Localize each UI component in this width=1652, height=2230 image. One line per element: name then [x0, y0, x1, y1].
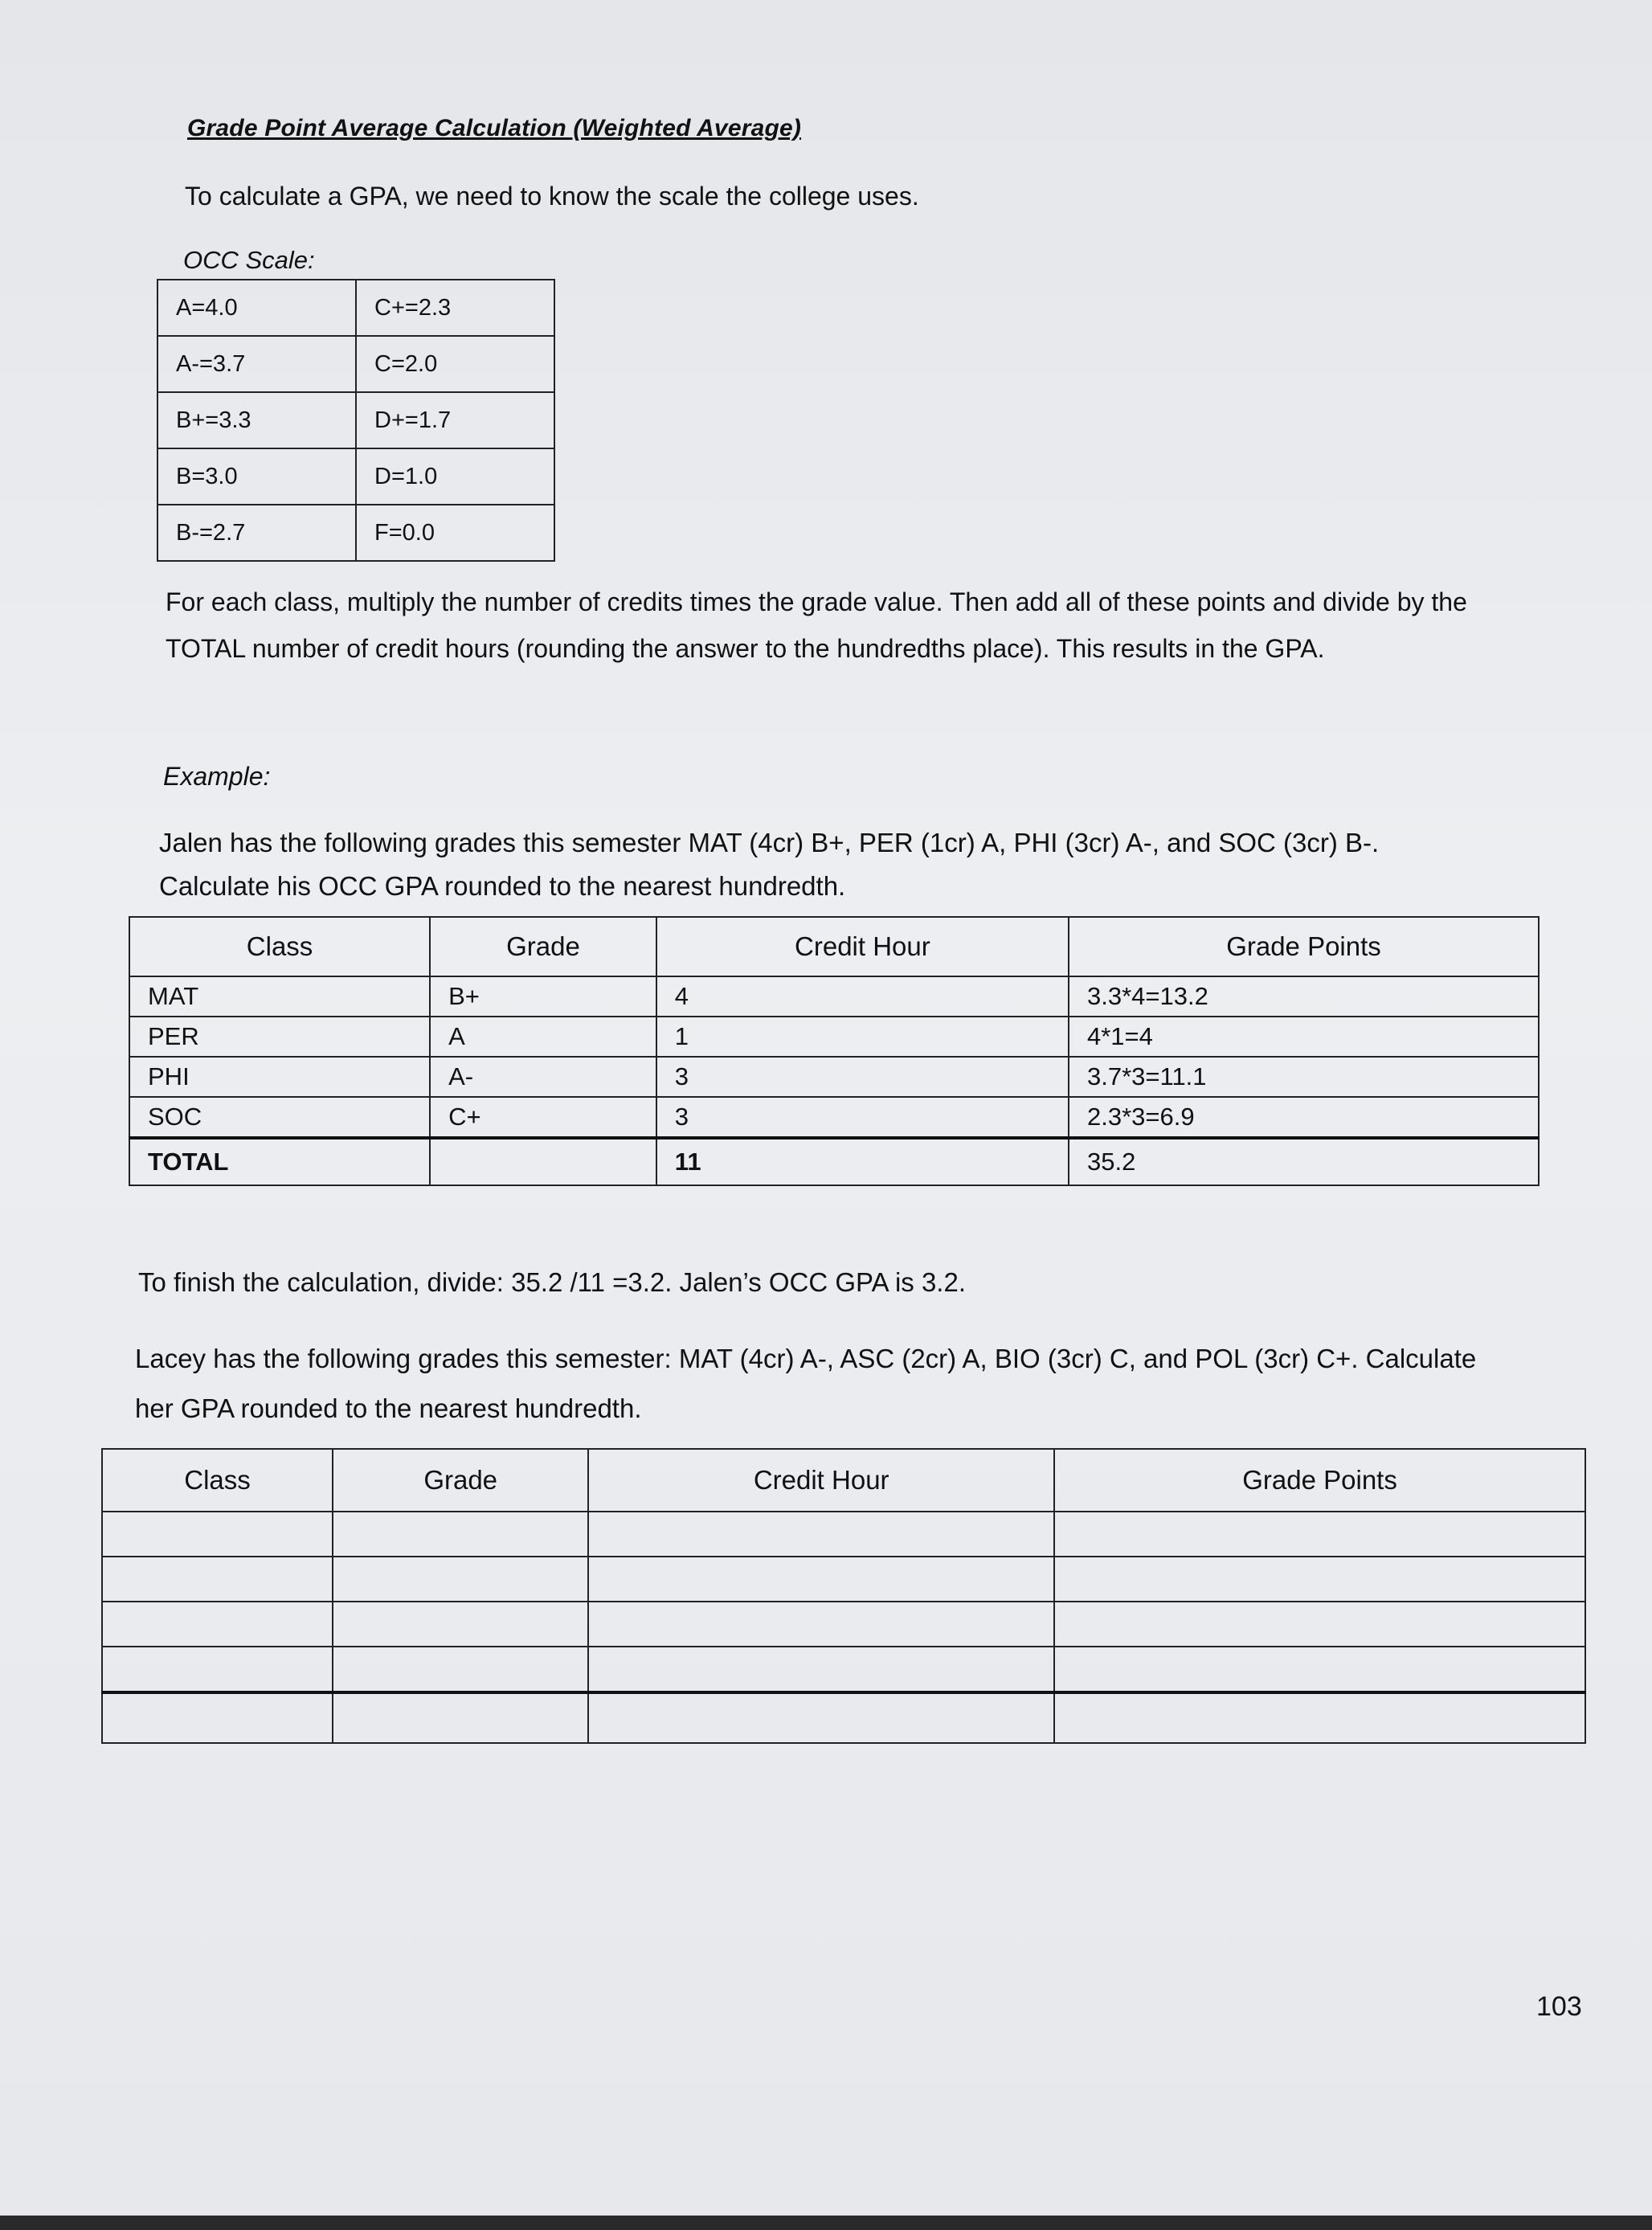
grade-cell: A- — [430, 1057, 656, 1097]
points-cell: 3.3*4=13.2 — [1069, 976, 1539, 1017]
example-table — [129, 916, 1540, 1186]
grade-cell: C+ — [430, 1097, 656, 1138]
exercise-problem: Lacey has the following grades this semester: MAT (4cr) A-, ASC (2cr) A, BIO (3cr) C, and POL (3cr) C+. Calculate her GPA rounded to the nearest hundredth. — [135, 1344, 1477, 1423]
total-grade-cell — [430, 1138, 656, 1185]
blank-cell[interactable] — [588, 1692, 1054, 1743]
blank-row — [102, 1647, 1585, 1692]
blank-row — [102, 1602, 1585, 1647]
blank-row — [102, 1512, 1585, 1557]
header-grade: Grade — [333, 1449, 588, 1512]
blank-total-row — [102, 1692, 1585, 1743]
scale-cell: C=2.0 — [356, 336, 554, 392]
class-cell: SOC — [129, 1097, 430, 1138]
header-grade-points: Grade Points — [1054, 1449, 1585, 1512]
points-cell: 3.7*3=11.1 — [1069, 1057, 1539, 1097]
points-cell: 2.3*3=6.9 — [1069, 1097, 1539, 1138]
points-cell: 4*1=4 — [1069, 1017, 1539, 1057]
scale-cell: D+=1.7 — [356, 392, 554, 448]
blank-cell[interactable] — [588, 1647, 1054, 1692]
header-grade-points: Grade Points — [1069, 917, 1539, 976]
page-title: Grade Point Average Calculation (Weighted Average) — [187, 115, 802, 141]
table-row — [129, 1017, 1539, 1057]
credit-cell: 3 — [656, 1057, 1069, 1097]
scale-cell: F=0.0 — [356, 505, 554, 561]
total-label: TOTAL — [129, 1138, 430, 1185]
credit-cell: 4 — [656, 976, 1069, 1017]
blank-cell[interactable] — [102, 1512, 333, 1557]
header-credit-hour: Credit Hour — [656, 917, 1069, 976]
scale-cell: B=3.0 — [157, 448, 356, 505]
scale-cell: D=1.0 — [356, 448, 554, 505]
class-cell: MAT — [129, 976, 430, 1017]
blank-row — [102, 1557, 1585, 1602]
intro-text: To calculate a GPA, we need to know the scale the college uses. — [185, 182, 919, 211]
class-cell: PER — [129, 1017, 430, 1057]
credit-cell: 1 — [656, 1017, 1069, 1057]
blank-cell[interactable] — [333, 1512, 588, 1557]
scale-cell: A=4.0 — [157, 280, 356, 336]
blank-cell[interactable] — [1054, 1512, 1585, 1557]
total-credits: 11 — [656, 1138, 1069, 1185]
show-through-background — [763, 248, 772, 280]
blank-cell[interactable] — [102, 1692, 333, 1743]
example-label: Example: — [163, 762, 271, 791]
header-class: Class — [129, 917, 430, 976]
example-conclusion: To finish the calculation, divide: 35.2 /11 =3.2. Jalen’s OCC GPA is 3.2. — [138, 1267, 966, 1297]
example-header-row — [129, 917, 1539, 976]
blank-cell[interactable] — [1054, 1602, 1585, 1647]
scale-row — [157, 505, 554, 561]
table-row — [129, 1057, 1539, 1097]
scale-row — [157, 280, 554, 336]
blank-cell[interactable] — [333, 1692, 588, 1743]
scale-cell: C+=2.3 — [356, 280, 554, 336]
scale-row — [157, 336, 554, 392]
scale-row — [157, 392, 554, 448]
header-grade: Grade — [430, 917, 656, 976]
blank-cell[interactable] — [102, 1557, 333, 1602]
example-problem: Jalen has the following grades this semester MAT (4cr) B+, PER (1cr) A, PHI (3cr) A-, and SOC (3cr) B-. Calculate his OCC GPA rounded to the nearest hundredth. — [159, 828, 1380, 901]
blank-cell[interactable] — [102, 1647, 333, 1692]
total-row — [129, 1138, 1539, 1185]
scale-cell: A-=3.7 — [157, 336, 356, 392]
blank-cell[interactable] — [333, 1647, 588, 1692]
scale-label: OCC Scale: — [183, 246, 315, 274]
scale-row — [157, 448, 554, 505]
header-credit-hour: Credit Hour — [588, 1449, 1054, 1512]
scale-cell: B-=2.7 — [157, 505, 356, 561]
credit-cell: 3 — [656, 1097, 1069, 1138]
scale-cell: B+=3.3 — [157, 392, 356, 448]
table-surface-edge — [0, 2216, 1652, 2230]
blank-cell[interactable] — [102, 1602, 333, 1647]
table-row — [129, 976, 1539, 1017]
blank-cell[interactable] — [588, 1557, 1054, 1602]
blank-cell[interactable] — [1054, 1557, 1585, 1602]
blank-cell[interactable] — [1054, 1647, 1585, 1692]
grade-cell: A — [430, 1017, 656, 1057]
header-class: Class — [102, 1449, 333, 1512]
instructions-text: For each class, multiply the number of credits times the grade value. Then add all of these points and divide by the TOTAL number of credit hours (rounding the answer to the hundredths place). This results in the GPA. — [166, 587, 1467, 663]
blank-cell[interactable] — [588, 1512, 1054, 1557]
blank-cell[interactable] — [588, 1602, 1054, 1647]
grade-scale-table — [157, 279, 555, 562]
class-cell: PHI — [129, 1057, 430, 1097]
exercise-table — [101, 1448, 1586, 1744]
blank-cell[interactable] — [333, 1557, 588, 1602]
blank-cell[interactable] — [1054, 1692, 1585, 1743]
exercise-header-row — [102, 1449, 1585, 1512]
grade-cell: B+ — [430, 976, 656, 1017]
total-points: 35.2 — [1069, 1138, 1539, 1185]
table-row — [129, 1097, 1539, 1138]
page-number: 103 — [1536, 1991, 1582, 2022]
blank-cell[interactable] — [333, 1602, 588, 1647]
